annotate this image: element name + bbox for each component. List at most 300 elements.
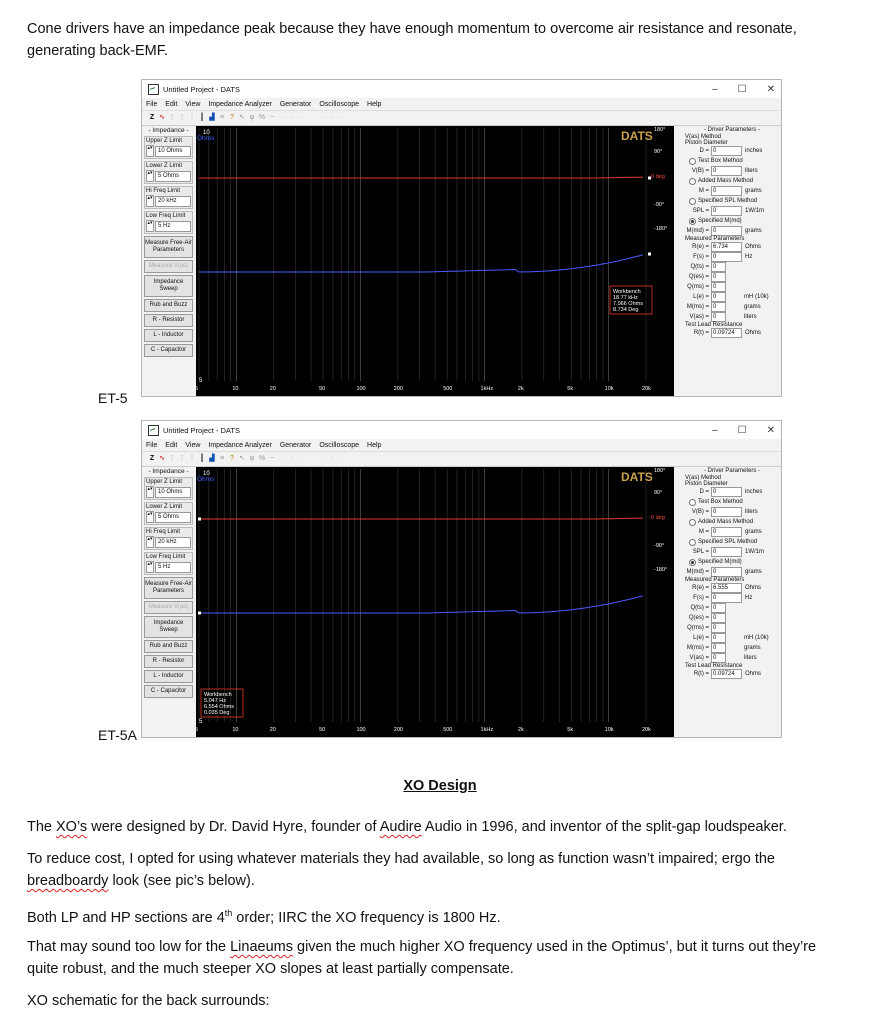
maximize-button[interactable]: ☐ bbox=[737, 424, 747, 436]
x-tick-label: 5k bbox=[567, 386, 574, 392]
d-unit: inches bbox=[745, 148, 763, 154]
tool-icon[interactable]: · bbox=[340, 114, 344, 121]
hi-freq-value[interactable]: 20 kHz bbox=[155, 537, 191, 548]
phase-marker bbox=[198, 518, 201, 521]
paragraph-cost: To reduce cost, I opted for using whatever materials they had available, so long as function wasn’t impaired; ergo the breadboardy look (see pic’s below). bbox=[27, 851, 775, 889]
vb-input[interactable]: 0 bbox=[711, 507, 742, 517]
hi-freq-limit bbox=[144, 527, 193, 550]
rt-input[interactable]: 0.09724 bbox=[711, 669, 742, 679]
vas-label: V(as) = bbox=[689, 655, 709, 661]
paragraph-linaeums: That may sound too low for the Linaeums given the much higher XO frequency used in the Optimus’, but it turns out they’re quite robust, and the much steeper XO slopes at least partially compensate. bbox=[27, 939, 817, 977]
lower-z-label: Lower Z Limit bbox=[146, 163, 183, 169]
mms-label: M(ms) = bbox=[686, 304, 709, 310]
phase-label: 0 deg bbox=[651, 174, 665, 180]
impedance-marker bbox=[198, 612, 201, 615]
pointer-help-icon[interactable]: ↖ bbox=[239, 114, 245, 121]
spin-icon[interactable]: ▴▾ bbox=[146, 486, 154, 498]
et5-label: ET-5 bbox=[98, 390, 128, 406]
workbench-freq: 18.77 kHz bbox=[613, 295, 638, 301]
spin-icon[interactable]: ▴▾ bbox=[146, 220, 154, 232]
phase-label: 90° bbox=[654, 490, 663, 496]
menu-help[interactable]: Help bbox=[367, 441, 382, 449]
measure-vas-button[interactable]: Measure V(as) bbox=[144, 601, 193, 614]
title-bar[interactable] bbox=[142, 80, 781, 98]
measured-params-title: Measured Parameters bbox=[685, 236, 745, 242]
bars-icon[interactable]: ║ bbox=[199, 114, 205, 121]
rt-unit: Ohms bbox=[745, 671, 762, 677]
x-tick-label: 5 bbox=[195, 386, 199, 392]
x-tick-label: 50 bbox=[319, 386, 326, 392]
m-input[interactable]: 0 bbox=[711, 186, 742, 196]
le-value: 0 bbox=[711, 292, 726, 302]
low-freq-value[interactable]: 5 Hz bbox=[155, 562, 191, 573]
vas-label: V(as) = bbox=[689, 314, 709, 320]
m-input[interactable]: 0 bbox=[711, 527, 742, 537]
menu-bar bbox=[142, 439, 781, 451]
low-freq-limit bbox=[144, 552, 193, 575]
menu-edit[interactable]: Edit bbox=[165, 441, 178, 449]
impedance-plot[interactable] bbox=[196, 467, 674, 737]
y-bottom-label: 5 bbox=[199, 378, 203, 384]
menu-view[interactable]: View bbox=[185, 441, 201, 449]
vas-unit: liters bbox=[744, 314, 757, 320]
menu-impedance-analyzer[interactable]: Impedance Analyzer bbox=[208, 100, 272, 108]
test-box-radio[interactable] bbox=[689, 499, 696, 506]
impedance-icon[interactable]: Z bbox=[149, 455, 155, 462]
resistor-button[interactable]: R - Resistor bbox=[144, 314, 193, 327]
phase-label: -180° bbox=[654, 226, 668, 232]
test-box-radio[interactable] bbox=[689, 158, 696, 165]
re-value: 6.555 bbox=[711, 583, 742, 593]
paragraph-schematic: XO schematic for the back surrounds: bbox=[27, 993, 270, 1009]
spin-icon[interactable]: ▴▾ bbox=[146, 145, 154, 157]
vb-label: V(B) = bbox=[691, 168, 709, 174]
spec-mmd-label: Specified M(md) bbox=[698, 218, 742, 224]
tool-icon[interactable]: · bbox=[280, 455, 284, 462]
impedance-chart bbox=[196, 467, 674, 737]
le-label: L(e) = bbox=[693, 635, 709, 641]
phase-label: -90° bbox=[654, 202, 665, 208]
x-tick-label: 500 bbox=[443, 386, 453, 392]
impedance-title: - Impedance - bbox=[148, 127, 189, 134]
spin-icon[interactable]: ▴▾ bbox=[146, 536, 154, 548]
tool-icon[interactable]: ⋮ bbox=[178, 455, 186, 462]
mmd-unit: grams bbox=[745, 569, 762, 575]
et5a-label: ET-5A bbox=[98, 727, 137, 743]
dats-brand: DATS bbox=[621, 129, 653, 143]
lead-resistance-title: Test Lead Resistance bbox=[685, 322, 743, 328]
d-unit: inches bbox=[745, 489, 763, 495]
toolbar bbox=[142, 451, 781, 467]
upper-z-value[interactable]: 10 Ohms bbox=[155, 487, 191, 498]
intro-paragraph: Cone drivers have an impedance peak because they have enough momentum to overcome air resistance and resonate, generating back-EMF. bbox=[27, 21, 797, 59]
impedance-marker bbox=[648, 253, 651, 256]
spin-icon[interactable]: ▴▾ bbox=[146, 195, 154, 207]
impedance-curve bbox=[199, 255, 643, 272]
tool-icon[interactable]: · bbox=[290, 455, 294, 462]
mms-value: 0 bbox=[711, 302, 726, 312]
x-tick-label: 10 bbox=[232, 386, 239, 392]
vb-unit: liters bbox=[745, 509, 758, 515]
d-label: D = bbox=[699, 148, 709, 154]
test-box-label: Test Box Method bbox=[698, 499, 743, 505]
menu-file[interactable]: File bbox=[146, 441, 158, 449]
tool-icon[interactable]: · bbox=[310, 114, 314, 121]
upper-z-limit bbox=[144, 136, 193, 159]
phase-curve bbox=[199, 518, 643, 519]
paragraph-xo-designer: The XO’s were designed by Dr. David Hyre, founder of Audire Audio in 1996, and inventor of the split-gap loudspeaker. bbox=[27, 819, 787, 835]
workbench-deg: 8.734 Deg bbox=[613, 307, 639, 313]
added-mass-label: Added Mass Method bbox=[698, 178, 754, 184]
tool-icon[interactable]: · bbox=[340, 455, 344, 462]
bars-icon[interactable]: ║ bbox=[199, 455, 205, 462]
tool-icon[interactable]: · bbox=[330, 114, 334, 121]
phase-icon[interactable]: φ bbox=[249, 114, 255, 121]
lead-resistance-title: Test Lead Resistance bbox=[685, 663, 743, 669]
qes-value: 0 bbox=[711, 613, 726, 623]
close-button[interactable]: ✕ bbox=[766, 83, 775, 95]
menu-file[interactable]: File bbox=[146, 100, 158, 108]
chart-icon[interactable]: ▟ bbox=[209, 455, 215, 462]
workbench-deg: 0.035 Deg bbox=[204, 710, 230, 716]
menu-help[interactable]: Help bbox=[367, 100, 382, 108]
upper-z-limit bbox=[144, 477, 193, 500]
re-label: R(e) = bbox=[692, 585, 709, 591]
tool-icon[interactable]: · bbox=[300, 114, 304, 121]
chart-icon[interactable]: ▟ bbox=[209, 114, 215, 121]
rub-and-buzz-button[interactable]: Rub and Buzz bbox=[144, 299, 193, 312]
dats-brand: DATS bbox=[621, 470, 653, 484]
tool-icon[interactable]: · bbox=[320, 455, 324, 462]
qms-label: Q(ms) = bbox=[687, 625, 709, 631]
log-icon[interactable]: ≡ bbox=[219, 455, 225, 462]
menu-bar bbox=[142, 98, 781, 110]
mmd-input[interactable]: 0 bbox=[711, 226, 742, 236]
test-box-label: Test Box Method bbox=[698, 158, 743, 164]
x-tick-label: 200 bbox=[393, 386, 403, 392]
ratio-icon[interactable]: % bbox=[258, 455, 266, 462]
grid-lines bbox=[199, 469, 646, 722]
maximize-button[interactable]: ☐ bbox=[737, 83, 747, 95]
vas-value: 0 bbox=[711, 653, 726, 663]
spl-label: SPL = bbox=[692, 549, 709, 555]
m-label: M = bbox=[698, 188, 709, 194]
vb-unit: liters bbox=[745, 168, 758, 174]
tool-icon[interactable]: ⋮ bbox=[168, 455, 176, 462]
x-tick-label: 10k bbox=[604, 386, 614, 392]
spec-mmd-radio[interactable] bbox=[689, 559, 696, 566]
wave-icon[interactable]: ~ bbox=[269, 114, 275, 121]
le-unit: mH (10k) bbox=[744, 294, 769, 300]
impedance-title: - Impedance - bbox=[148, 468, 189, 475]
x-tick-label: 1kHz bbox=[480, 386, 494, 392]
rt-label: R(t) = bbox=[693, 671, 709, 677]
window-title: Untitled Project - DATS bbox=[163, 84, 240, 94]
qts-value: 0 bbox=[711, 262, 726, 272]
qms-label: Q(ms) = bbox=[687, 284, 709, 290]
tool-icon[interactable]: ⋮ bbox=[188, 114, 196, 121]
rt-input[interactable]: 0.09724 bbox=[711, 328, 742, 338]
menu-view[interactable]: View bbox=[185, 100, 201, 108]
phase-label: 90° bbox=[654, 149, 663, 155]
measure-vas-button[interactable]: Measure V(as) bbox=[144, 260, 193, 273]
tool-icon[interactable]: · bbox=[310, 455, 314, 462]
lower-z-value[interactable]: 5 Ohms bbox=[155, 512, 191, 523]
lower-z-label: Lower Z Limit bbox=[146, 504, 183, 510]
piston-label: Piston Diameter bbox=[685, 481, 728, 487]
qts-label: Q(ts) = bbox=[690, 264, 709, 270]
pointer-help-icon[interactable]: ↖ bbox=[239, 455, 245, 462]
qes-label: Q(es) = bbox=[688, 274, 709, 280]
spec-spl-radio[interactable] bbox=[689, 539, 696, 546]
spl-unit: 1W/1m bbox=[745, 208, 765, 214]
x-tick-label: 500 bbox=[443, 727, 453, 733]
fs-unit: Hz bbox=[745, 595, 753, 601]
fs-label: F(s) = bbox=[693, 254, 709, 260]
low-freq-label: Low Freq Limit bbox=[146, 554, 186, 560]
m-unit: grams bbox=[745, 188, 762, 194]
mmd-label: M(md) = bbox=[686, 228, 709, 234]
spec-mmd-radio[interactable] bbox=[689, 218, 696, 225]
phase-curve bbox=[199, 177, 643, 178]
dats-window-et5 bbox=[141, 79, 782, 397]
fs-value: 0 bbox=[711, 252, 742, 262]
workbench-title: Workbench bbox=[204, 692, 232, 698]
tool-icon[interactable]: ⋮ bbox=[168, 114, 176, 121]
window-title: Untitled Project - DATS bbox=[163, 425, 240, 435]
x-tick-label: 5k bbox=[567, 727, 574, 733]
tool-icon[interactable]: · bbox=[280, 114, 284, 121]
x-tick-label: 2k bbox=[517, 727, 524, 733]
m-unit: grams bbox=[745, 529, 762, 535]
x-tick-label: 100 bbox=[356, 727, 366, 733]
menu-edit[interactable]: Edit bbox=[165, 100, 178, 108]
x-tick-label: 2k bbox=[517, 386, 524, 392]
x-tick-label: 20 bbox=[269, 386, 276, 392]
impedance-sweep-button[interactable]: Impedance Sweep bbox=[144, 616, 193, 638]
x-tick-label: 1kHz bbox=[480, 727, 494, 733]
spec-spl-label: Specified SPL Method bbox=[698, 198, 758, 204]
hi-freq-label: Hi Freq Limit bbox=[146, 188, 181, 194]
grid-lines bbox=[199, 128, 646, 381]
workbench-ohms: 7.066 Ohms bbox=[613, 301, 643, 307]
menu-generator[interactable]: Generator bbox=[279, 441, 312, 449]
qms-value: 0 bbox=[711, 282, 726, 292]
y-top-label: 10 bbox=[203, 471, 210, 477]
minimize-button[interactable]: – bbox=[712, 83, 718, 95]
piston-label: Piston Diameter bbox=[685, 140, 728, 146]
impedance-sweep-button[interactable]: Impedance Sweep bbox=[144, 275, 193, 297]
rub-and-buzz-button[interactable]: Rub and Buzz bbox=[144, 640, 193, 653]
spec-spl-radio[interactable] bbox=[689, 198, 696, 205]
x-tick-label: 50 bbox=[319, 727, 326, 733]
mms-value: 0 bbox=[711, 643, 726, 653]
x-tick-label: 20k bbox=[642, 386, 651, 392]
impedance-plot[interactable] bbox=[196, 126, 674, 396]
log-icon[interactable]: ≡ bbox=[219, 114, 225, 121]
vb-label: V(B) = bbox=[691, 509, 709, 515]
lower-z-value[interactable]: 5 Ohms bbox=[155, 171, 191, 182]
qes-label: Q(es) = bbox=[688, 615, 709, 621]
ratio-icon[interactable]: % bbox=[258, 114, 266, 121]
phase-label: 180° bbox=[654, 468, 666, 474]
inductor-button[interactable]: L - Inductor bbox=[144, 329, 193, 342]
measure-free-air-button[interactable]: Measure Free-Air Parameters bbox=[144, 577, 193, 599]
fs-value: 0 bbox=[711, 593, 742, 603]
driver-params-title: - Driver Parameters - bbox=[703, 468, 760, 474]
help-icon[interactable]: ? bbox=[230, 455, 234, 462]
spl-label: SPL = bbox=[692, 208, 709, 214]
qts-label: Q(ts) = bbox=[690, 605, 709, 611]
phase-label: -180° bbox=[654, 567, 668, 573]
mmd-input[interactable]: 0 bbox=[711, 567, 742, 577]
vas-method-label: V(as) Method bbox=[685, 475, 722, 481]
low-freq-label: Low Freq Limit bbox=[146, 213, 186, 219]
spec-spl-label: Specified SPL Method bbox=[698, 539, 758, 545]
le-unit: mH (10k) bbox=[744, 635, 769, 641]
le-label: L(e) = bbox=[693, 294, 709, 300]
vas-method-label: V(as) Method bbox=[685, 134, 722, 140]
d-input[interactable]: 0 bbox=[711, 487, 742, 497]
low-freq-limit bbox=[144, 211, 193, 234]
dats-window-et5a bbox=[141, 420, 782, 738]
driver-parameters-panel bbox=[685, 467, 779, 737]
mmd-unit: grams bbox=[745, 228, 762, 234]
lower-z-limit bbox=[144, 161, 193, 184]
y-bottom-label: 5 bbox=[199, 719, 203, 725]
qms-value: 0 bbox=[711, 623, 726, 633]
dats-app-icon bbox=[148, 84, 159, 95]
spec-mmd-label: Specified M(md) bbox=[698, 559, 742, 565]
spin-icon[interactable]: ▴▾ bbox=[146, 170, 154, 182]
measure-free-air-button[interactable]: Measure Free-Air Parameters bbox=[144, 236, 193, 258]
impedance-curve bbox=[199, 596, 643, 613]
d-label: D = bbox=[699, 489, 709, 495]
left-panel bbox=[142, 467, 195, 737]
mms-unit: grams bbox=[744, 645, 761, 651]
added-mass-radio[interactable] bbox=[689, 519, 696, 526]
qts-value: 0 bbox=[711, 603, 726, 613]
x-tick-label: 10 bbox=[232, 727, 239, 733]
y-unit-label: Ohms bbox=[197, 476, 215, 483]
upper-z-value[interactable]: 10 Ohms bbox=[155, 146, 191, 157]
y-top-label: 10 bbox=[203, 130, 210, 136]
curve-icon[interactable]: ∿ bbox=[159, 455, 165, 462]
vb-input[interactable]: 0 bbox=[711, 166, 742, 176]
upper-z-label: Upper Z Limit bbox=[146, 479, 183, 485]
added-mass-radio[interactable] bbox=[689, 178, 696, 185]
x-tick-label: 100 bbox=[356, 386, 366, 392]
x-tick-label: 5 bbox=[195, 727, 199, 733]
x-tick-label: 20k bbox=[642, 727, 651, 733]
spl-input[interactable]: 0 bbox=[711, 206, 742, 216]
tool-icon[interactable]: · bbox=[320, 114, 324, 121]
le-value: 0 bbox=[711, 633, 726, 643]
spin-icon[interactable]: ▴▾ bbox=[146, 511, 154, 523]
xo-design-heading: XO Design bbox=[403, 778, 477, 794]
capacitor-button[interactable]: C - Capacitor bbox=[144, 344, 193, 357]
help-icon[interactable]: ? bbox=[230, 114, 234, 121]
vas-unit: liters bbox=[744, 655, 757, 661]
rt-unit: Ohms bbox=[745, 330, 762, 336]
menu-impedance-analyzer[interactable]: Impedance Analyzer bbox=[208, 441, 272, 449]
tool-icon[interactable]: · bbox=[300, 455, 304, 462]
y-unit-label: Ohms bbox=[197, 135, 215, 142]
hi-freq-value[interactable]: 20 kHz bbox=[155, 196, 191, 207]
x-tick-label: 200 bbox=[393, 727, 403, 733]
title-bar[interactable] bbox=[142, 421, 781, 439]
phase-label: -90° bbox=[654, 543, 665, 549]
mms-label: M(ms) = bbox=[686, 645, 709, 651]
dats-app-icon bbox=[148, 425, 159, 436]
tool-icon[interactable]: · bbox=[350, 455, 354, 462]
tool-icon[interactable]: · bbox=[290, 114, 294, 121]
phase-label: 0 deg bbox=[651, 515, 665, 521]
d-input[interactable]: 0 bbox=[711, 146, 742, 156]
phase-marker bbox=[648, 177, 651, 180]
low-freq-value[interactable]: 5 Hz bbox=[155, 221, 191, 232]
close-button[interactable]: ✕ bbox=[766, 424, 775, 436]
fs-label: F(s) = bbox=[693, 595, 709, 601]
left-panel bbox=[142, 126, 195, 396]
workbench-title: Workbench bbox=[613, 289, 641, 295]
workbench-ohms: 6.554 Ohms bbox=[204, 704, 234, 710]
rt-label: R(t) = bbox=[693, 330, 709, 336]
spin-icon[interactable]: ▴▾ bbox=[146, 561, 154, 573]
capacitor-button[interactable]: C - Capacitor bbox=[144, 685, 193, 698]
vas-value: 0 bbox=[711, 312, 726, 322]
x-tick-label: 10k bbox=[604, 727, 614, 733]
m-label: M = bbox=[698, 529, 709, 535]
fs-unit: Hz bbox=[745, 254, 753, 260]
menu-oscilloscope[interactable]: Oscilloscope bbox=[319, 441, 360, 449]
phase-icon[interactable]: φ bbox=[249, 455, 255, 462]
lower-z-limit bbox=[144, 502, 193, 525]
mmd-label: M(md) = bbox=[686, 569, 709, 575]
workbench-freq: 5.047 Hz bbox=[204, 698, 227, 704]
resistor-button[interactable]: R - Resistor bbox=[144, 655, 193, 668]
inductor-button[interactable]: L - Inductor bbox=[144, 670, 193, 683]
upper-z-label: Upper Z Limit bbox=[146, 138, 183, 144]
x-tick-label: 20 bbox=[269, 727, 276, 733]
re-unit: Ohms bbox=[745, 585, 762, 591]
tool-icon[interactable]: · bbox=[330, 455, 334, 462]
tool-icon[interactable]: ⋮ bbox=[188, 455, 196, 462]
impedance-icon[interactable]: Z bbox=[149, 114, 155, 121]
hi-freq-limit bbox=[144, 186, 193, 209]
re-value: 6.734 bbox=[711, 242, 742, 252]
tool-icon[interactable]: · bbox=[350, 114, 354, 121]
spl-input[interactable]: 0 bbox=[711, 547, 742, 557]
driver-parameters-panel bbox=[685, 126, 779, 396]
phase-label: 180° bbox=[654, 127, 666, 133]
re-label: R(e) = bbox=[692, 244, 709, 250]
added-mass-label: Added Mass Method bbox=[698, 519, 754, 525]
re-unit: Ohms bbox=[745, 244, 762, 250]
tool-icon[interactable]: ⋮ bbox=[178, 114, 186, 121]
toolbar bbox=[142, 110, 781, 126]
curve-icon[interactable]: ∿ bbox=[159, 114, 165, 121]
menu-generator[interactable]: Generator bbox=[279, 100, 312, 108]
impedance-chart bbox=[196, 126, 674, 396]
driver-params-title: - Driver Parameters - bbox=[703, 127, 760, 133]
spl-unit: 1W/1m bbox=[745, 549, 765, 555]
minimize-button[interactable]: – bbox=[712, 424, 718, 436]
menu-oscilloscope[interactable]: Oscilloscope bbox=[319, 100, 360, 108]
hi-freq-label: Hi Freq Limit bbox=[146, 529, 181, 535]
wave-icon[interactable]: ~ bbox=[269, 455, 275, 462]
paragraph-order: Both LP and HP sections are 4th order; IIRC the XO frequency is 1800 Hz. bbox=[27, 908, 501, 926]
